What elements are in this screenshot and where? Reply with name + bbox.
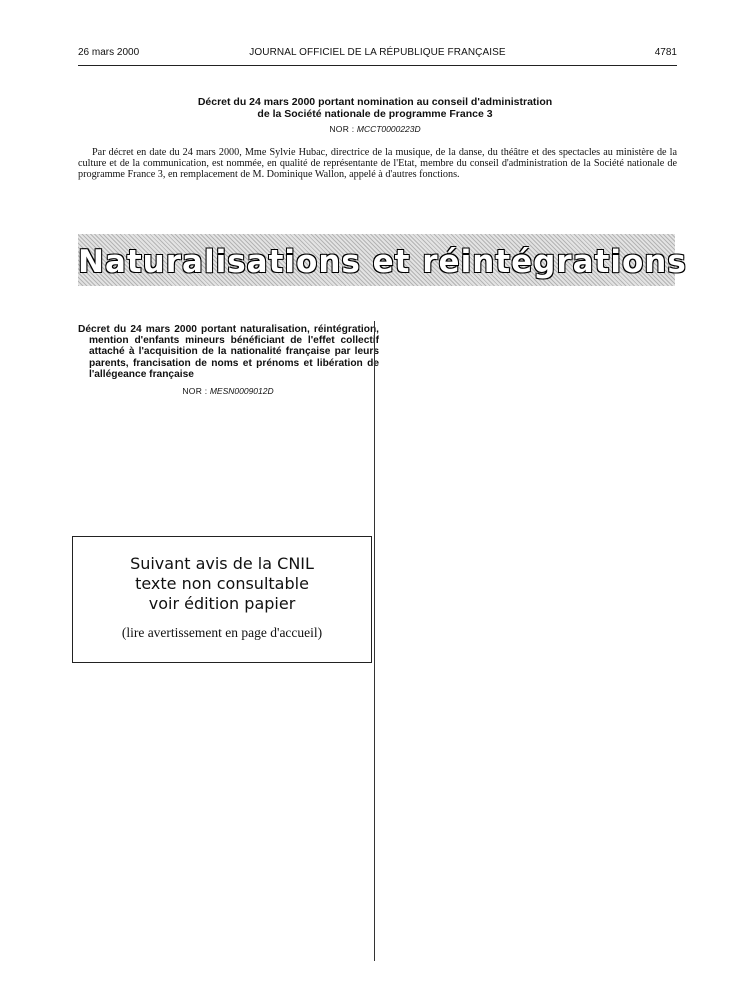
nor-value: MCCT0000223D — [356, 124, 421, 134]
cnil-notice-line3: voir édition papier — [148, 594, 296, 613]
header-date: 26 mars 2000 — [78, 47, 140, 58]
cnil-notice-line2: texte non consultable — [135, 574, 309, 593]
nor-value: MESN0009012D — [209, 386, 274, 396]
decree-france3-nor — [150, 124, 600, 134]
cnil-notice-line1: Suivant avis de la CNIL — [130, 554, 314, 573]
column-divider — [374, 321, 375, 961]
cnil-notice-note: (lire avertissement en page d'accueil) — [121, 625, 323, 640]
header-rule — [78, 65, 677, 66]
nor-label: NOR : — [182, 386, 208, 396]
cnil-notice-box — [72, 536, 372, 663]
decree-france3-title-line1: Décret du 24 mars 2000 portant nomination au conseil d'administration — [197, 96, 553, 108]
nor-label: NOR : — [329, 124, 355, 134]
header-journal-title: JOURNAL OFFICIEL DE LA RÉPUBLIQUE FRANÇAISE — [249, 47, 506, 58]
page-header — [78, 45, 677, 61]
header-page-number: 4781 — [654, 47, 677, 58]
decree-france3-title-line2: de la Société nationale de programme France 3 — [257, 108, 493, 120]
decree-naturalisation-title: Décret du 24 mars 2000 portant naturalisation, réintégration, mention d'enfants mineurs bénéficiant de l'effet collectif attaché à l'acquisition de la nationalité française par leurs parents, francisation de noms et prénoms et libération de l'allégeance française — [78, 324, 379, 380]
section-title: Naturalisations et réintégrations — [78, 244, 687, 280]
decree-naturalisation-nor — [78, 386, 378, 396]
decree-france3-body: Par décret en date du 24 mars 2000, Mme Sylvie Hubac, directrice de la musique, de la danse, du théâtre et des spectacles au ministère de la culture et de la communication, est nommée, en qualité de représentante de l'Etat, membre du conseil d'administration de la Société nationale de programme France 3, en remplacement de M. Dominique Wallon, appelé à d'autres fonctions. — [78, 147, 677, 180]
decree-france3-title — [150, 96, 600, 120]
section-banner — [78, 234, 687, 286]
